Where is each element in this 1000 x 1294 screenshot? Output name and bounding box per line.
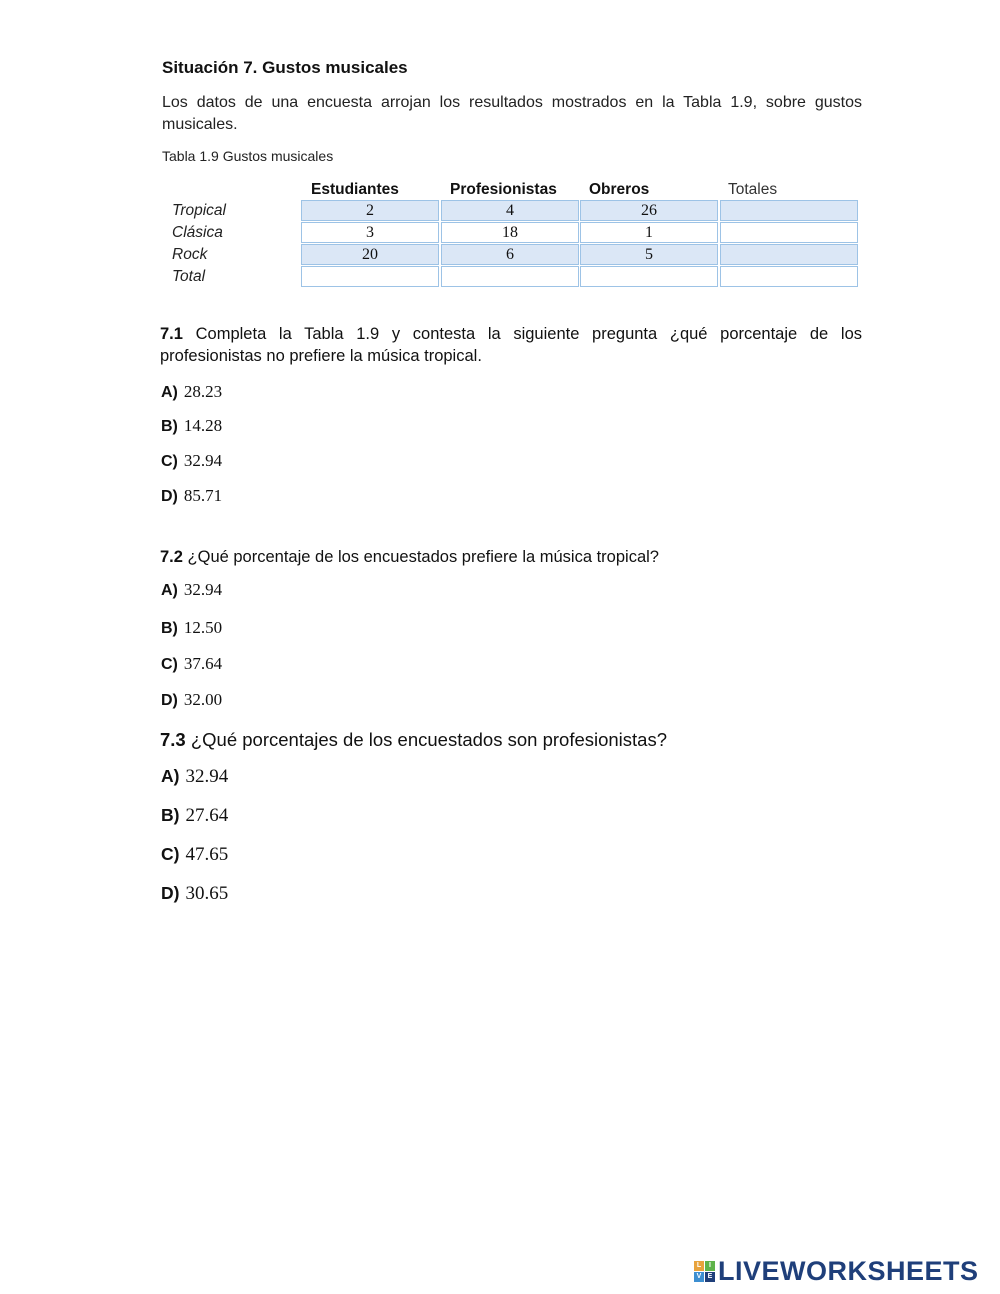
header-estudiantes: Estudiantes [311,181,399,198]
question-number: 7.3 [160,729,186,750]
question-7-1 [160,323,862,367]
q3-option-d[interactable] [161,883,228,905]
q3-option-a[interactable] [161,766,228,788]
logo-letter-i: I [705,1261,715,1271]
cell-total-totales[interactable] [720,266,858,287]
option-value: 30.65 [185,883,229,904]
cell-total-profesionistas[interactable] [441,266,579,287]
logo-text: LIVEWORKSHEETS [718,1256,979,1286]
q2-option-b[interactable] [161,618,222,638]
liveworksheets-logo [694,1256,979,1287]
option-value: 12.50 [183,618,223,637]
option-value: 32.00 [183,690,223,709]
question-number: 7.1 [160,325,183,343]
option-value: 14.28 [183,416,223,435]
option-letter: B) [161,805,180,825]
option-value: 28.23 [183,382,223,401]
row-label-clasica: Clásica [172,224,223,241]
table-caption: Tabla 1.9 Gustos musicales [162,148,334,164]
cell-tropical-obreros: 26 [580,200,718,221]
row-label-tropical: Tropical [172,202,226,219]
cell-rock-obreros: 5 [580,244,718,265]
question-text: Completa la Tabla 1.9 y contesta la siguiente pregunta ¿qué porcentaje de los profesionistas no prefiere la música tropical. [160,325,862,365]
q1-option-a[interactable] [161,382,222,402]
option-value: 32.94 [183,451,223,470]
cell-tropical-totales[interactable] [720,200,858,221]
option-letter: A) [161,384,178,401]
question-text: ¿Qué porcentaje de los encuestados prefiere la música tropical? [187,548,659,566]
cell-tropical-profesionistas: 4 [441,200,579,221]
logo-letter-l: L [694,1261,704,1271]
logo-letter-e: E [705,1272,715,1282]
q3-option-b[interactable] [161,805,228,827]
header-obreros: Obreros [589,181,650,198]
cell-clasica-profesionistas: 18 [441,222,579,243]
cell-clasica-obreros: 1 [580,222,718,243]
cell-rock-estudiantes: 20 [301,244,439,265]
question-7-3 [160,728,862,752]
option-letter: C) [161,656,178,673]
liveworksheets-logo-icon [694,1261,715,1282]
header-totales: Totales [728,181,778,198]
q2-option-c[interactable] [161,654,222,674]
cell-rock-totales[interactable] [720,244,858,265]
question-text: ¿Qué porcentajes de los encuestados son profesionistas? [190,729,668,750]
q2-option-a[interactable] [161,580,222,600]
question-7-2 [160,546,862,568]
q1-option-d[interactable] [161,486,222,506]
header-profesionistas: Profesionistas [450,181,557,198]
option-letter: D) [161,883,180,903]
option-value: 27.64 [185,805,229,826]
option-letter: D) [161,692,178,709]
row-label-rock: Rock [172,246,208,263]
option-letter: D) [161,488,178,505]
option-value: 47.65 [185,844,229,865]
option-value: 32.94 [183,580,223,599]
q1-option-c[interactable] [161,451,222,471]
logo-letter-v: V [694,1272,704,1282]
option-letter: C) [161,844,180,864]
q3-option-c[interactable] [161,844,228,866]
cell-clasica-totales[interactable] [720,222,858,243]
situation-title: Situación 7. Gustos musicales [162,58,408,77]
cell-clasica-estudiantes: 3 [301,222,439,243]
option-letter: B) [161,620,178,637]
row-label-total: Total [172,268,206,285]
cell-total-estudiantes[interactable] [301,266,439,287]
intro-text: Los datos de una encuesta arrojan los resultados mostrados en la Tabla 1.9, sobre gustos musicales. [162,94,862,133]
q1-option-b[interactable] [161,416,222,436]
option-value: 85.71 [183,486,223,505]
q2-option-d[interactable] [161,690,222,710]
option-value: 32.94 [185,766,229,787]
cell-tropical-estudiantes: 2 [301,200,439,221]
cell-rock-profesionistas: 6 [441,244,579,265]
question-number: 7.2 [160,548,183,566]
option-letter: C) [161,453,178,470]
cell-total-obreros[interactable] [580,266,718,287]
option-value: 37.64 [183,654,223,673]
option-letter: A) [161,582,178,599]
option-letter: B) [161,418,178,435]
option-letter: A) [161,766,180,786]
